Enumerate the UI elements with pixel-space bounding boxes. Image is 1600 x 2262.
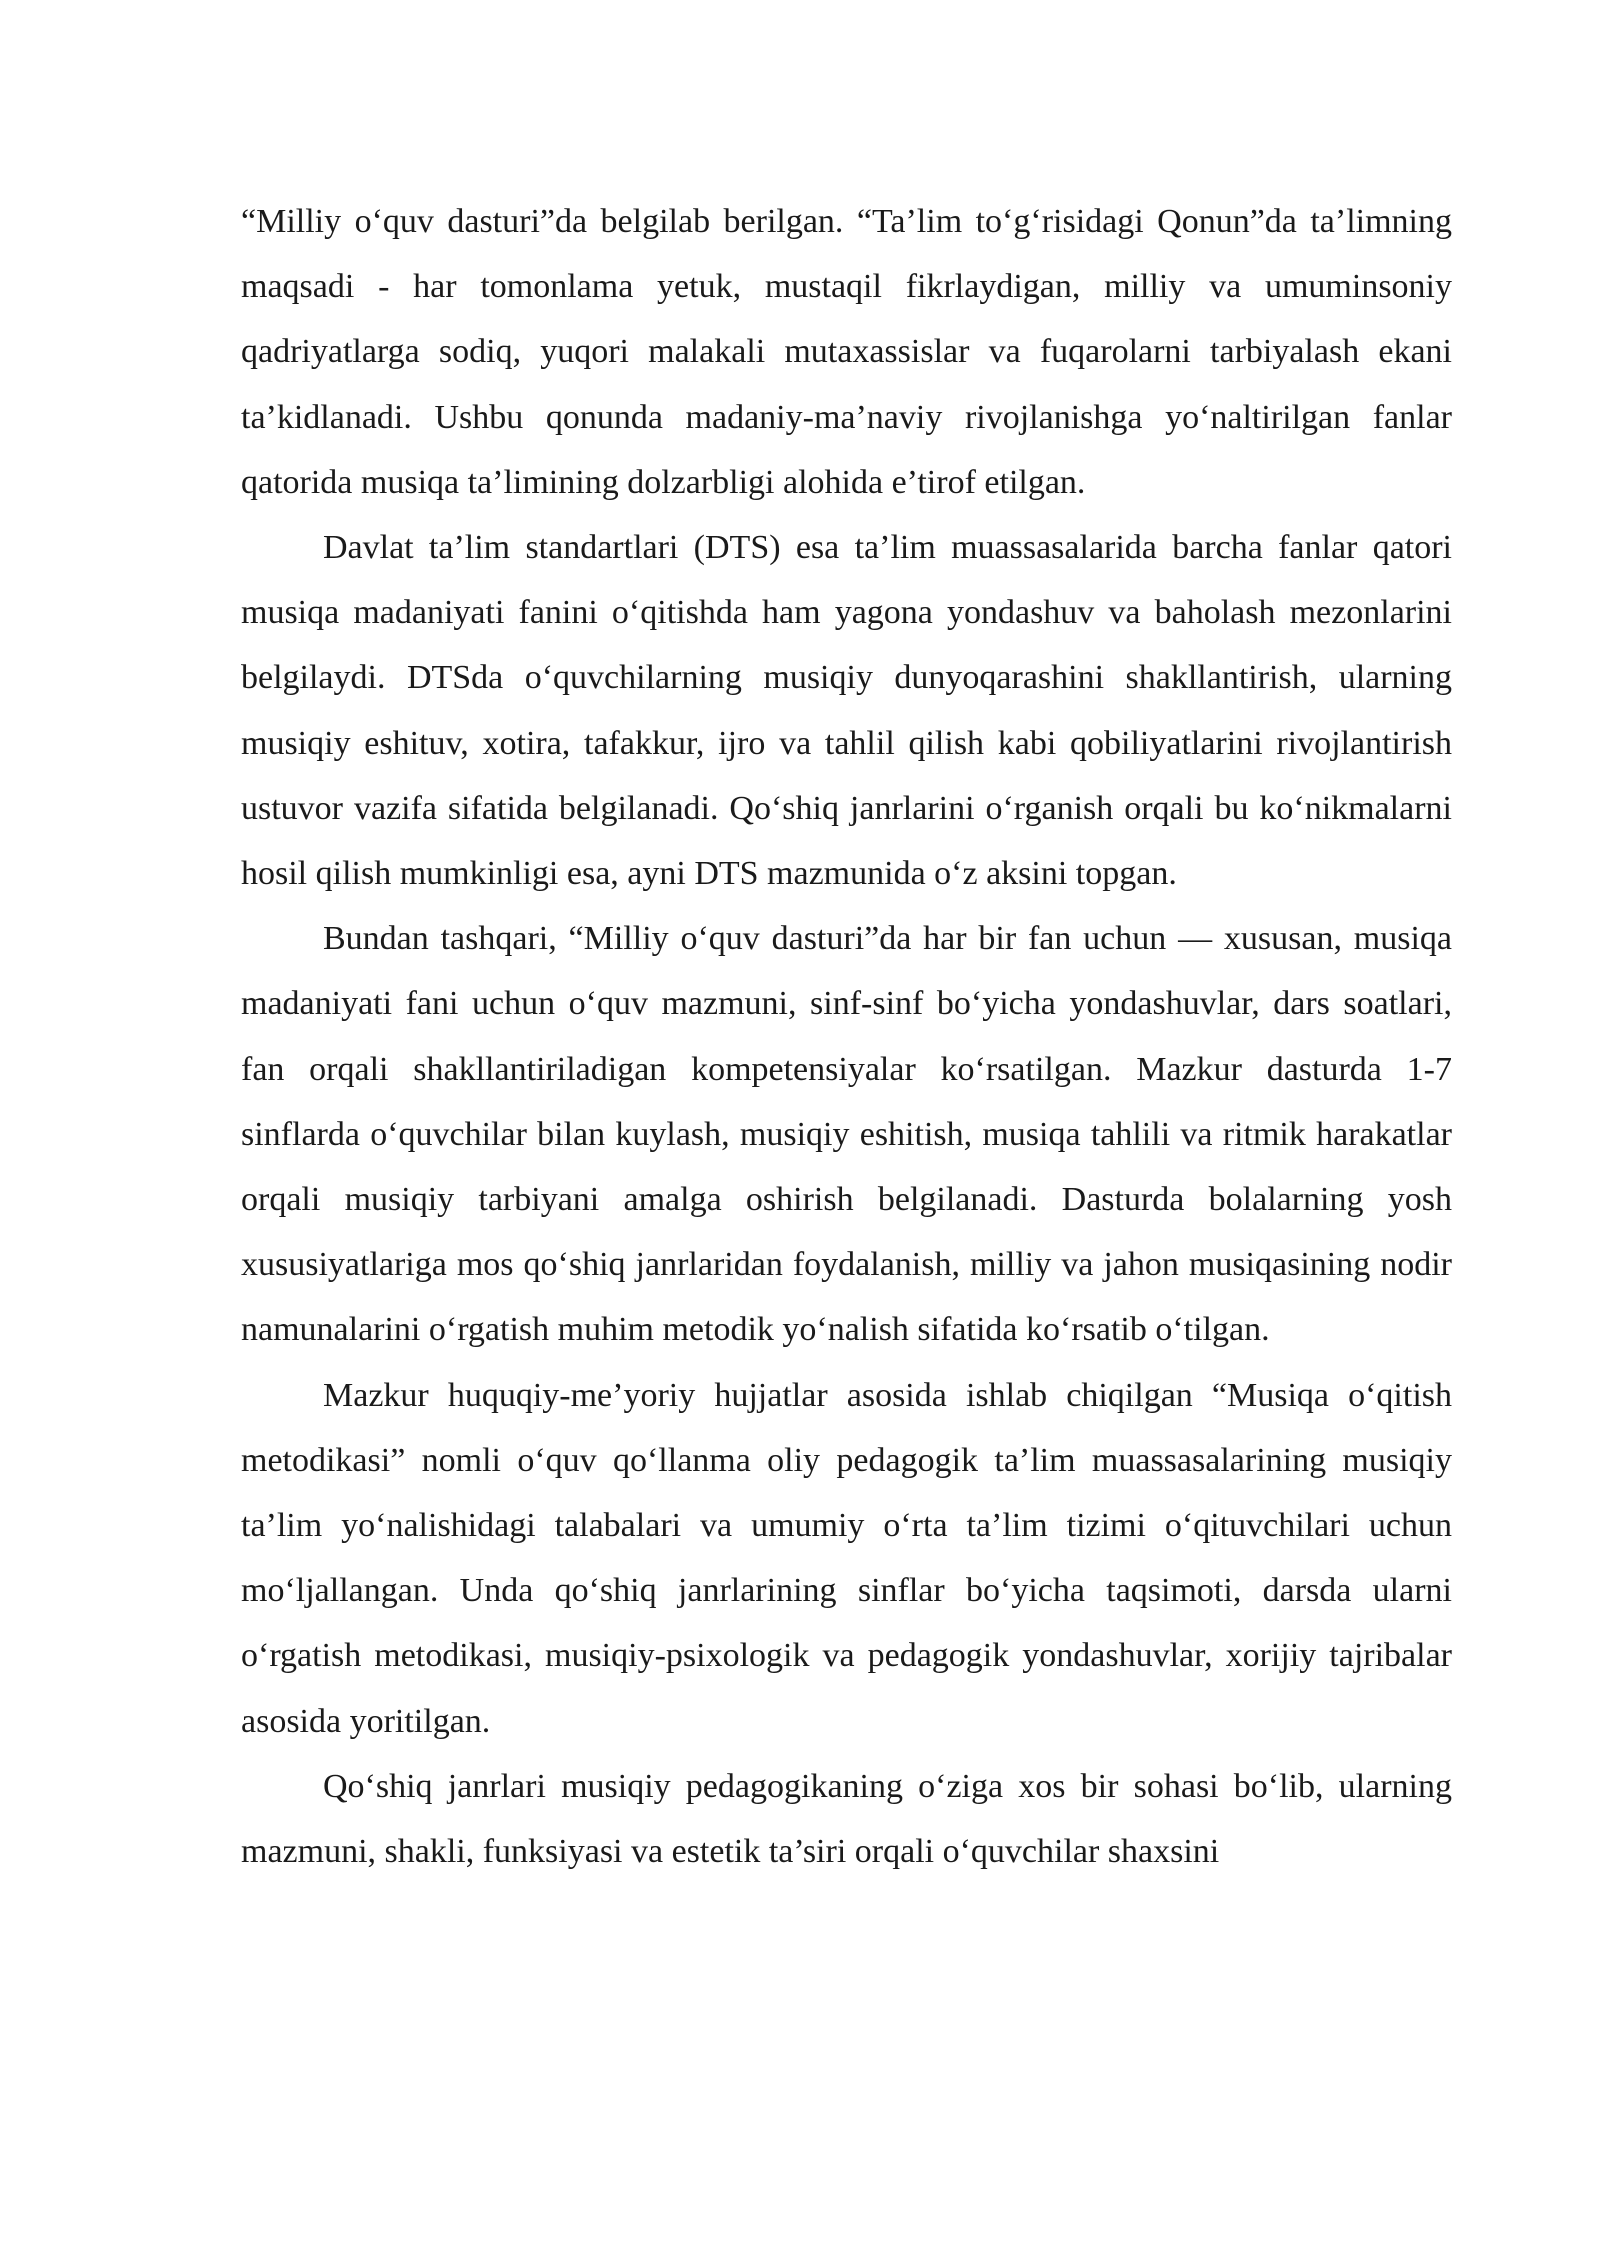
- paragraph-5: Qo‘shiq janrlari musiqiy pedagogikaning o‘ziga xos bir sohasi bo‘lib, ularning mazmuni, shakli, funksiyasi va estetik ta’siri orqali o‘quvchilar shaxsini: [241, 1767, 1452, 1871]
- document-page: [241, 189, 1452, 1884]
- paragraph-3: Bundan tashqari, “Milliy o‘quv dasturi”da har bir fan uchun — xususan, musiqa madaniyati fani uchun o‘quv mazmuni, sinf-sinf bo‘yicha yondashuvlar, dars soatlari, fan orqali shakllantiriladigan kompetensiyalar ko‘rsatilgan. Mazkur dasturda 1-7 sinflarda o‘quvchilar bilan kuylash, musiqiy eshitish, musiqa tahlili va ritmik harakatlar orqali musiqiy tarbiyani amalga oshirish belgilanadi. Dasturda bolalarning yosh xususiyatlariga mos qo‘shiq janrlaridan foydalanish, milliy va jahon musiqasining nodir namunalarini o‘rgatish muhim metodik yo‘nalish sifatida ko‘rsatib o‘tilgan.: [241, 920, 1452, 1349]
- paragraph-1: “Milliy o‘quv dasturi”da belgilab berilgan. “Ta’lim to‘g‘risidagi Qonun”da ta’limning maqsadi - har tomonlama yetuk, mustaqil fikrlaydigan, milliy va umuminsoniy qadriyatlarga sodiq, yuqori malakali mutaxassislar va fuqarolarni tarbiyalash ekani ta’kidlanadi. Ushbu qonunda madaniy-ma’naviy rivojlanishga yo‘naltirilgan fanlar qatorida musiqa ta’limining dolzarbligi alohida e’tirof etilgan.: [241, 203, 1452, 501]
- paragraph-4: Mazkur huquqiy-me’yoriy hujjatlar asosida ishlab chiqilgan “Musiqa o‘qitish metodikasi” nomli o‘quv qo‘llanma oliy pedagogik ta’lim muassasalarining musiqiy ta’lim yo‘nalishidagi talabalari va umumiy o‘rta ta’lim tizimi o‘qituvchilari uchun mo‘ljallangan. Unda qo‘shiq janrlarining sinflar bo‘yicha taqsimoti, darsda ularni o‘rgatish metodikasi, musiqiy-psixologik va pedagogik yondashuvlar, xorijiy tajribalar asosida yoritilgan.: [241, 1376, 1452, 1740]
- paragraph-2: Davlat ta’lim standartlari (DTS) esa ta’lim muassasalarida barcha fanlar qatori musiqa madaniyati fanini o‘qitishda ham yagona yondashuv va baholash mezonlarini belgilaydi. DTSda o‘quvchilarning musiqiy dunyoqarashini shakllantirish, ularning musiqiy eshituv, xotira, tafakkur, ijro va tahlil qilish kabi qobiliyatlarini rivojlantirish ustuvor vazifa sifatida belgilanadi. Qo‘shiq janrlarini o‘rganish orqali bu ko‘nikmalarni hosil qilish mumkinligi esa, ayni DTS mazmunida o‘z aksini topgan.: [241, 529, 1452, 893]
